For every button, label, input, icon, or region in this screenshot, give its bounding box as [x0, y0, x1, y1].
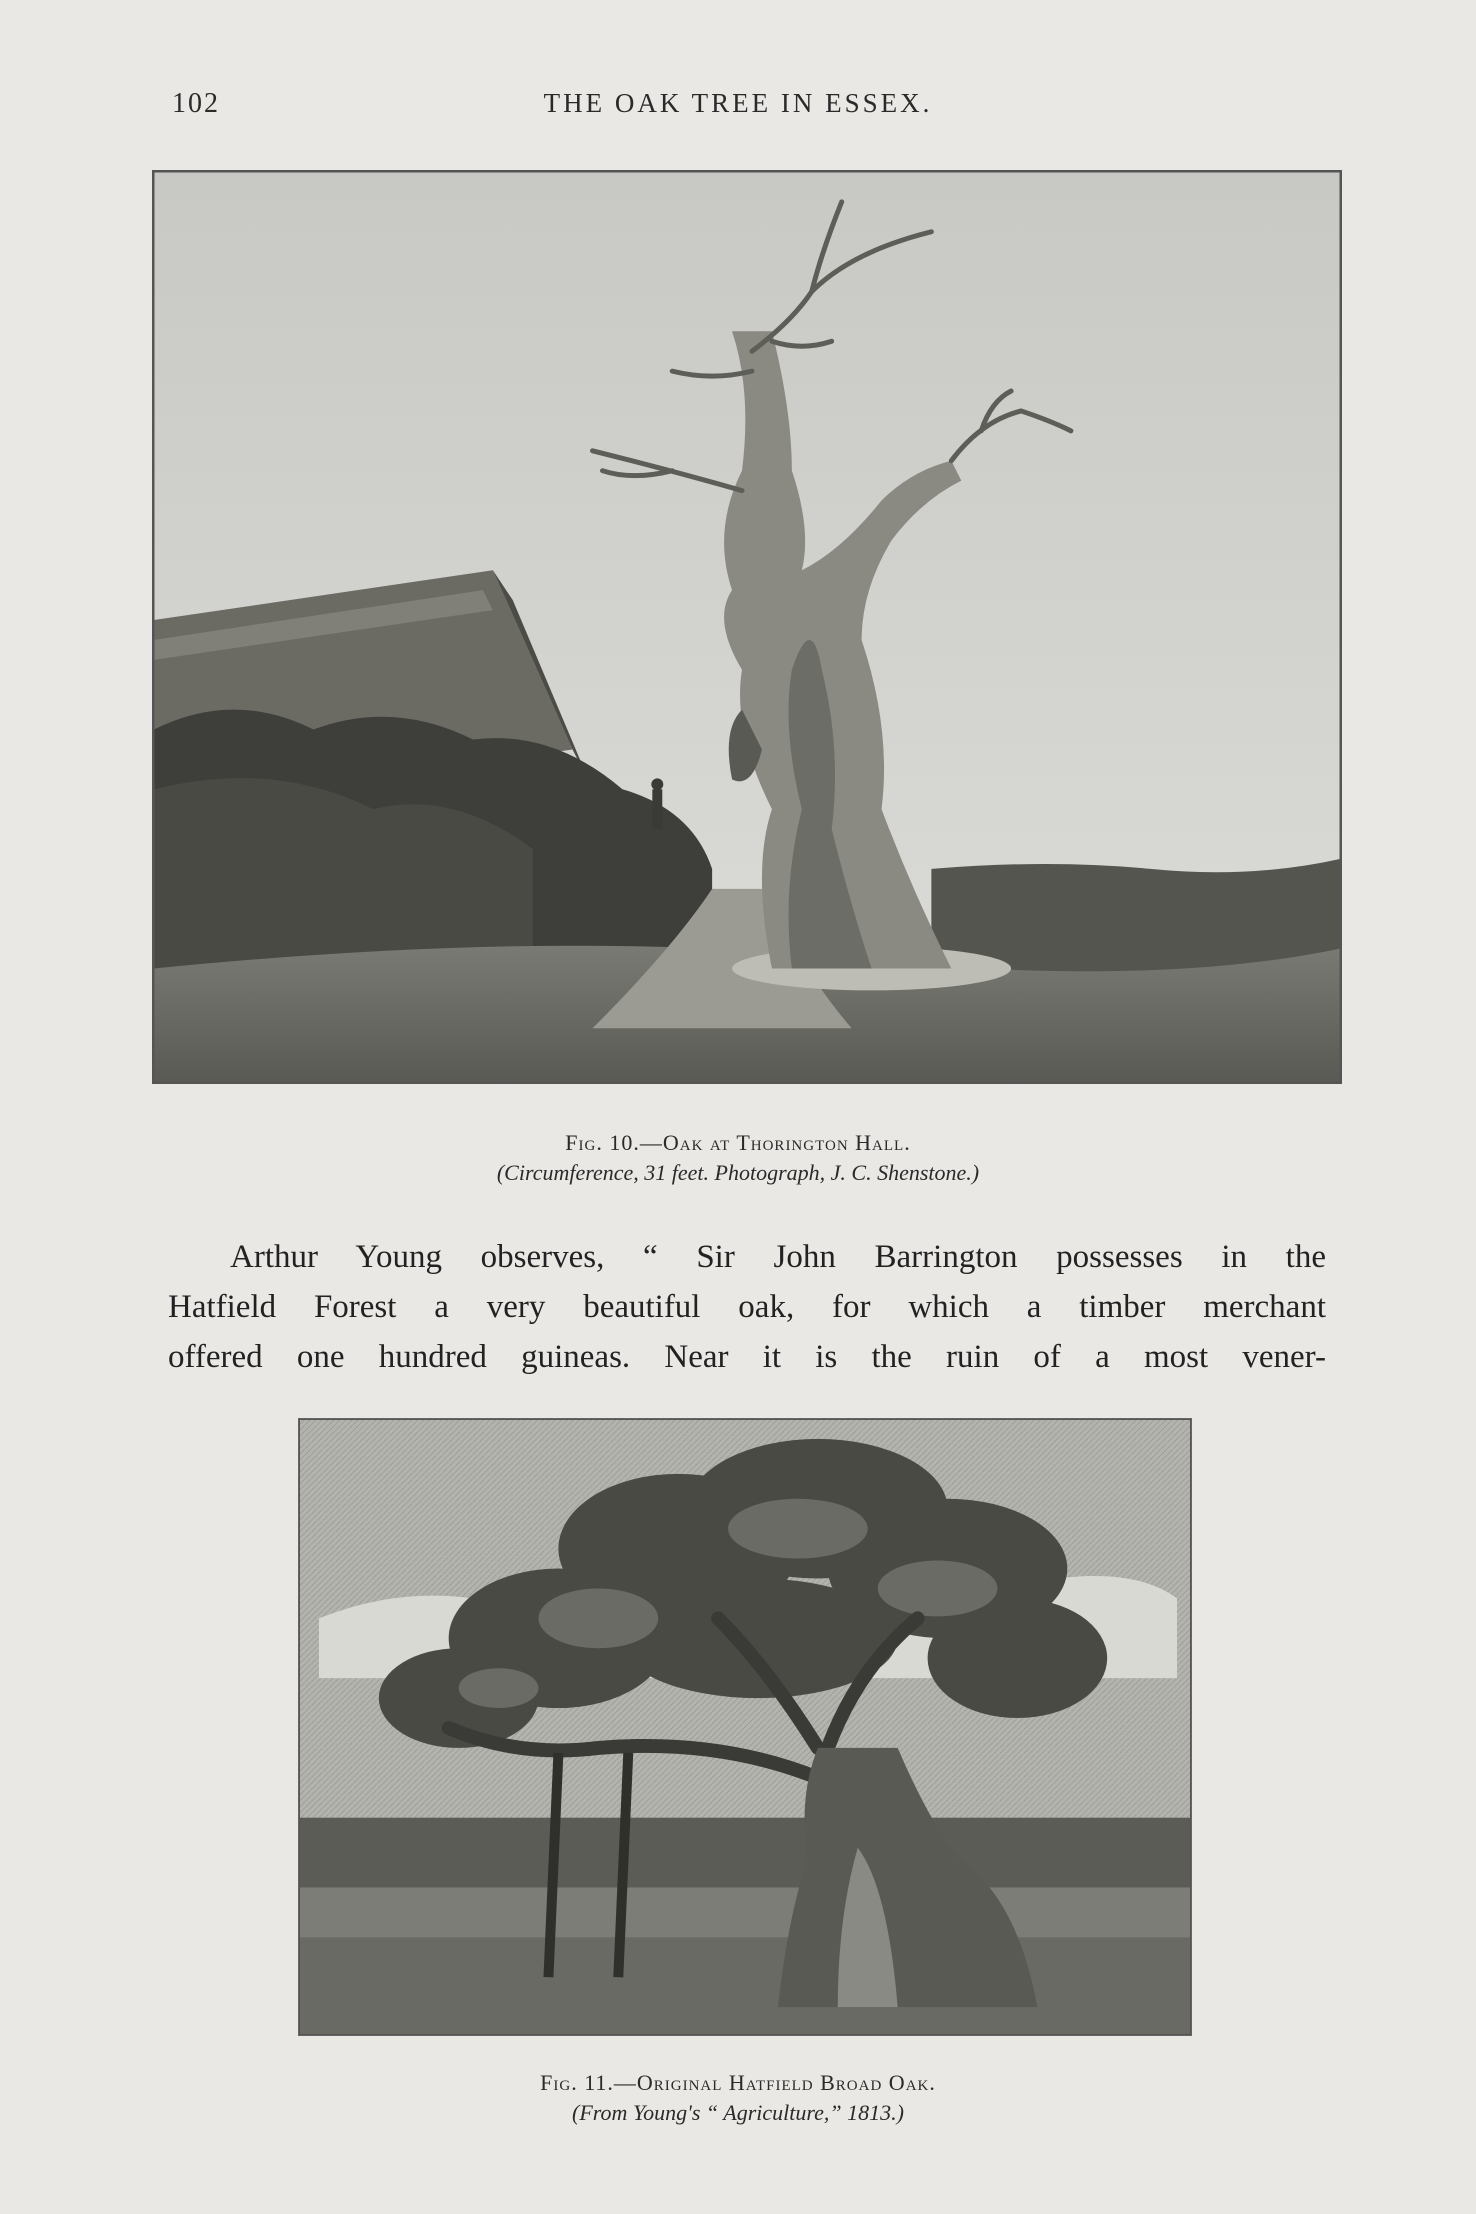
figure-11-caption	[0, 2068, 1476, 2128]
figure-11-caption-title: Fig. 11.—Original Hatfield Broad Oak.	[540, 2070, 936, 2095]
broad-oak-engraving-illustration	[299, 1419, 1191, 2035]
figure-10-caption-title: Fig. 10.—Oak at Thorington Hall.	[565, 1130, 911, 1155]
body-paragraph	[168, 1232, 1326, 1382]
body-line: offered one hundred guineas. Near it is the ruin of a most vener-	[168, 1339, 1326, 1375]
running-title: THE OAK TREE IN ESSEX.	[543, 88, 933, 118]
figure-10-photograph	[152, 170, 1342, 1084]
body-line: Arthur Young observes, “ Sir John Barrington possesses in the	[230, 1239, 1326, 1275]
page-header	[0, 88, 1476, 128]
body-line: Hatfield Forest a very beautiful oak, for which a timber merchant	[168, 1289, 1326, 1325]
figure-11-caption-credit: (From Young's “ Agriculture,” 1813.)	[572, 2100, 904, 2125]
figure-11-engraving	[298, 1418, 1192, 2036]
oak-photograph-illustration	[154, 172, 1340, 1082]
page-number: 102	[172, 88, 220, 119]
figure-10-caption-credit: (Circumference, 31 feet. Photograph, J. C. Shenstone.)	[496, 1160, 980, 1185]
figure-10-caption	[0, 1128, 1476, 1188]
